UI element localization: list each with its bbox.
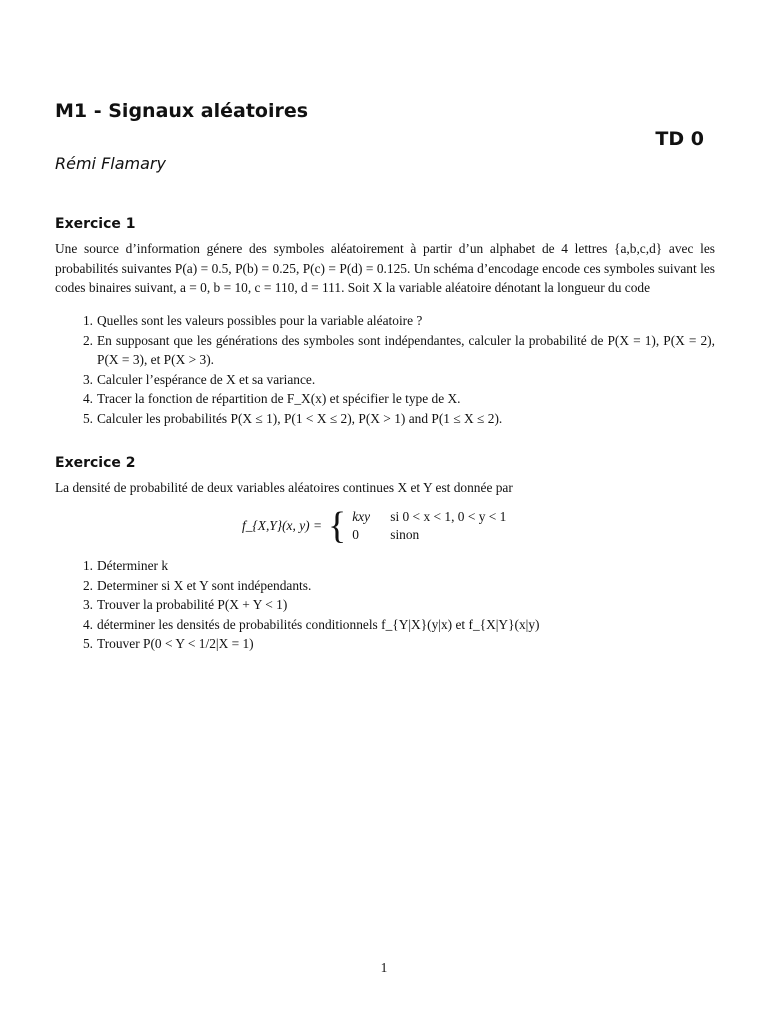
- item-text: Calculer les probabilités P(X ≤ 1), P(1 < X ≤ 2), P(X > 1) and P(1 ≤ X ≤ 2).: [97, 410, 503, 426]
- left-brace: {: [327, 505, 347, 547]
- item-text: Tracer la fonction de répartition de F_X(x) et spécifier le type de X.: [97, 391, 461, 406]
- item-number: 5.: [82, 636, 93, 651]
- item-number: 2.: [82, 577, 93, 593]
- item-text: Trouver la probabilité P(X + Y < 1): [97, 597, 288, 612]
- list-item: [55, 370, 715, 390]
- item-text: Quelles sont les valeurs possibles pour la variable aléatoire ?: [97, 313, 423, 328]
- item-number: 4.: [82, 616, 93, 632]
- item-number: 3.: [82, 597, 93, 612]
- exercise-2-intro-text: La densité de probabilité de deux variables aléatoires continues X et Y est donnée par: [55, 480, 513, 495]
- item-number: 1.: [82, 313, 93, 328]
- item-text: Déterminer k: [97, 558, 169, 573]
- item-number: 5.: [82, 410, 93, 426]
- list-item: [55, 409, 715, 429]
- item-text: Determiner si X et Y sont indépendants.: [97, 577, 312, 593]
- exercise-1-heading: Exercice 1: [55, 216, 136, 232]
- list-item: [55, 311, 715, 331]
- exercise-2-list: [55, 556, 715, 654]
- case-2-condition: sinon: [390, 527, 420, 542]
- exercise-2-intro: [55, 478, 715, 498]
- formula-lhs: f_{X,Y}(x, y) =: [242, 518, 322, 533]
- case-1-value: kxy: [352, 509, 371, 524]
- exercise-1-intro: [55, 239, 715, 298]
- page-number: 1: [380, 960, 388, 975]
- formula-cases: [352, 509, 506, 543]
- exercise-1-list: [55, 311, 715, 428]
- list-item: [55, 556, 715, 576]
- list-item: [55, 331, 715, 370]
- item-text: déterminer les densités de probabilités conditionnels f_{Y|X}(y|x) et f_{X|Y}(x|y): [97, 616, 540, 632]
- case-2-value: 0: [352, 527, 359, 542]
- density-formula: [242, 507, 506, 545]
- exercise-1-intro-text: Une source d’information génere des symboles aléatoirement à partir d’un alphabet de 4 lettres {a,b,c,d} avec les probabilités suivantes P(a) = 0.5, P(b) = 0.25, P(c) = P(d) = 0.125. Un schéma d’encodage encode ces symboles suivant les codes binaires suivant, a = 0, b = 10, c = 110, d = 111. Soit X la variable aléatoire dénotant la longueur du code: [55, 241, 715, 295]
- list-item: [55, 576, 715, 596]
- item-number: 3.: [82, 371, 93, 387]
- td-label: TD 0: [655, 128, 704, 150]
- list-item: [55, 615, 715, 635]
- list-item: [55, 634, 715, 654]
- list-item: [55, 595, 715, 615]
- item-number: 1.: [82, 558, 93, 573]
- item-text: Trouver P(0 < Y < 1/2|X = 1): [97, 636, 254, 651]
- item-number: 4.: [82, 391, 93, 406]
- author-name: Rémi Flamary: [55, 154, 166, 173]
- course-title: M1 - Signaux aléatoires: [55, 100, 309, 122]
- list-item: [55, 389, 715, 409]
- item-number: 2.: [82, 332, 93, 348]
- item-text: Calculer l’espérance de X et sa variance.: [97, 371, 316, 387]
- item-text: En supposant que les générations des symboles sont indépendantes, calculer la probabilité de P(X = 1), P(X = 2), P(X = 3), et P(X > 3).: [97, 332, 715, 367]
- case-1-condition: si 0 < x < 1, 0 < y < 1: [390, 509, 507, 524]
- exercise-2-heading: Exercice 2: [55, 455, 136, 471]
